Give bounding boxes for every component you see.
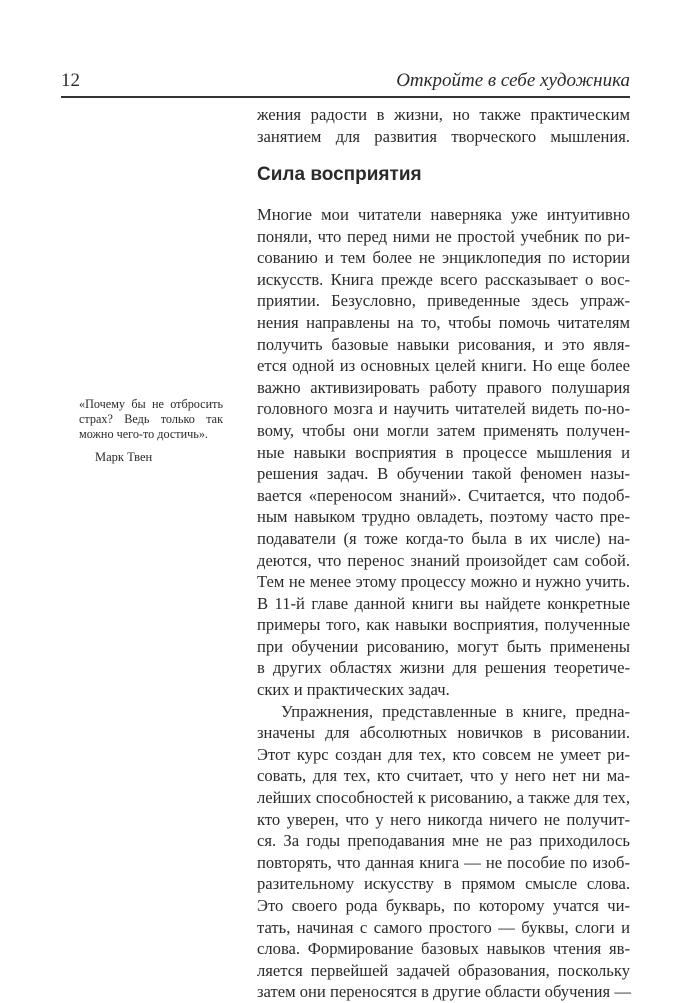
text-line: затем они переносятся в другие области обучения —: [257, 982, 631, 1002]
text-line: жения радости в жизни, но также практическим: [257, 105, 630, 124]
quote-line: можно чего-то достичь».: [79, 427, 208, 441]
section-heading: Сила восприятия: [257, 164, 422, 185]
running-title: Откройте в себе художника: [396, 70, 630, 91]
text-line: повторять, что данная книга — не пособие по изоб-: [257, 852, 630, 872]
text-line: поняли, что перед ними не простой учебник по ри-: [257, 226, 630, 246]
quote-line: страх? Ведь только так: [79, 412, 223, 426]
text-line: при обучении рисованию, могут быть применены: [257, 636, 630, 656]
text-line: ным навыком трудно овладеть, поэтому часто пре-: [257, 507, 630, 527]
text-line: Этот курс создан для тех, кто совсем не умеет ри-: [257, 744, 630, 764]
quote-author: Марк Твен: [95, 450, 153, 464]
text-line: Многие мои читатели наверняка уже интуитивно: [257, 205, 630, 224]
text-line: в других областях жизни для решения теоретиче-: [257, 658, 630, 678]
text-line: слова. Формирование базовых навыков чтения яв-: [257, 939, 630, 959]
sidebar-quote: [79, 397, 223, 442]
text-line: Упражнения, представленные в книге, предна-: [281, 701, 630, 721]
header-rule: [61, 96, 630, 98]
page-number: 12: [61, 70, 80, 91]
text-line: искусств. Книга прежде всего рассказывает о вос-: [257, 269, 630, 289]
text-line: Это своего рода букварь, по которому учатся чи-: [257, 896, 630, 915]
text-line: Тем не менее этому процессу можно и нужно учить.: [257, 572, 630, 592]
text-line: приятии. Безусловно, приведенные здесь упраж-: [257, 291, 630, 311]
text-line: В 11-й главе данной книги вы найдете конкретные: [257, 593, 630, 613]
text-line: важно активизировать работу правого полушария: [257, 377, 630, 397]
text-line: головного мозга и научить читателей видеть по-но-: [257, 399, 630, 419]
text-line: подаватели (я тоже когда-то была в их числе) на-: [257, 528, 630, 548]
text-line: ских и практических задач.: [257, 680, 450, 700]
text-line: получить базовые навыки рисования, и это явля-: [257, 334, 630, 354]
text-line: совать, для тех, кто считает, что у него нет ни ма-: [257, 766, 630, 786]
text-line: деются, что перенос знаний произойдет сам собой.: [257, 550, 630, 570]
text-line: лейших способностей к рисованию, а также для тех,: [257, 788, 630, 808]
text-line: тать, начиная с самого простого — буквы, слоги и: [257, 917, 630, 937]
text-line: ные навыки восприятия в процессе мышления и: [257, 442, 630, 462]
text-line: сованию и тем более не энциклопедия по истории: [257, 248, 630, 268]
text-line: занятием для развития творческого мышления.: [257, 126, 630, 146]
text-line: решения задач. В обучении такой феномен назы-: [257, 464, 630, 484]
text-line: нения направлены на то, чтобы помочь читателям: [257, 312, 630, 332]
quote-line: «Почему бы не отбросить: [79, 397, 223, 411]
text-line: вается «переносом знаний». Считается, что подоб-: [257, 485, 630, 505]
intro-text: [257, 104, 630, 147]
text-line: ляется первейшей задачей образования, поскольку: [257, 960, 630, 980]
text-line: ся. За годы преподавания мне не раз приходилось: [257, 831, 630, 851]
text-line: вому, чтобы они могли затем применять получен-: [257, 420, 630, 440]
text-line: разительному искусству в прямом смысле слова.: [257, 874, 630, 894]
text-line: ется одной из основных целей книги. Но еще более: [257, 356, 630, 376]
text-line: кто уверен, что у него никогда ничего не получит-: [257, 809, 630, 829]
text-line: значены для абсолютных новичков в рисовании.: [257, 723, 630, 743]
text-line: примеры того, как навыки восприятия, полученные: [257, 615, 630, 635]
body-text: [257, 204, 630, 1003]
